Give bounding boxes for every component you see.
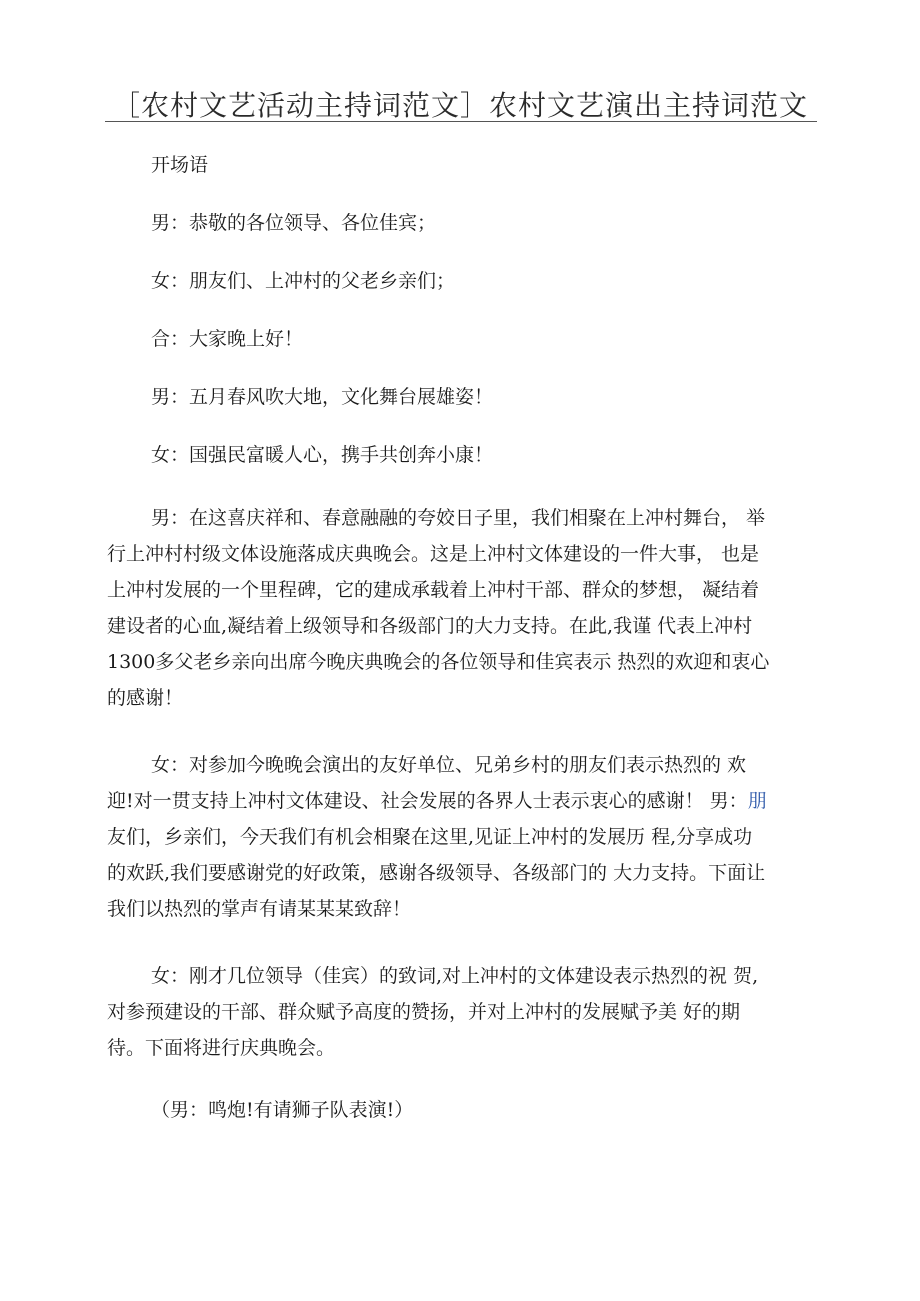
paragraph-line: 行上冲村村级文体设施落成庆典晚会。这是上冲村文体建设的一件大事， 也是 xyxy=(107,543,760,565)
paragraph-line: 上冲村发展的一个里程碑，它的建成承载着上冲村干部、群众的梦想， 凝结着 xyxy=(107,579,760,601)
paragraph-line: 对参预建设的干部、群众赋予高度的赞扬，并对上冲村的发展赋予美 好的期 xyxy=(107,1001,741,1023)
paragraph-line: 的欢跃,我们要感谢党的好政策，感谢各级领导、各级部门的 大力支持。下面让 xyxy=(107,862,766,884)
title-underline xyxy=(105,121,817,122)
dialogue-line: 男：恭敬的各位领导、各位佳宾； xyxy=(151,212,437,234)
paragraph-line: 男：在这喜庆祥和、春意融融的夸姣日子里，我们相聚在上冲村舞台， 举 xyxy=(151,507,766,529)
paragraph-text: 迎!对一贯支持上冲村文体建设、社会发展的各界人士表示衷心的感谢！ 男： xyxy=(107,790,748,812)
dialogue-line: 男：五月春风吹大地，文化舞台展雄姿！ xyxy=(151,386,494,408)
paragraph-line: 待。下面将进行庆典晚会。 xyxy=(107,1037,336,1059)
paragraph-line: 1300多父老乡亲向出席今晚庆典晚会的各位领导和佳宾表示 热烈的欢迎和衷心 xyxy=(107,651,770,673)
dialogue-line: 女：国强民富暖人心，携手共创奔小康！ xyxy=(151,444,494,466)
dialogue-line: 女：朋友们、上冲村的父老乡亲们； xyxy=(151,270,456,292)
paragraph-line: 建设者的心血,凝结着上级领导和各级部门的大力支持。在此,我谨 代表上冲村 xyxy=(107,615,753,637)
closing-line: （男：鸣炮!有请狮子队表演!） xyxy=(151,1099,414,1121)
paragraph-line: 的感谢！ xyxy=(107,687,184,709)
paragraph-line xyxy=(107,783,807,819)
document-title: ［农村文艺活动主持词范文］农村文艺演出主持词范文 xyxy=(111,89,808,122)
paragraph-line: 我们以热烈的掌声有请某某某致辞！ xyxy=(107,898,412,920)
section-heading: 开场语 xyxy=(151,154,209,176)
paragraph-line: 女：对参加今晚晚会演出的友好单位、兄弟乡村的朋友们表示热烈的 欢 xyxy=(151,754,747,776)
paragraph-response xyxy=(107,958,807,1066)
paragraph-line: 女：刚才几位领导（佳宾）的致词,对上冲村的文体建设表示热烈的祝 贺, xyxy=(151,965,759,987)
dialogue-line: 合：大家晚上好！ xyxy=(151,328,304,350)
paragraph-welcome xyxy=(107,500,807,716)
paragraph-line: 友们，乡亲们，今天我们有机会相聚在这里,见证上冲村的发展历 程,分享成功 xyxy=(107,826,753,848)
document-body xyxy=(107,152,807,1155)
highlighted-text: 朋 xyxy=(747,790,767,812)
paragraph-thanks xyxy=(107,747,807,927)
